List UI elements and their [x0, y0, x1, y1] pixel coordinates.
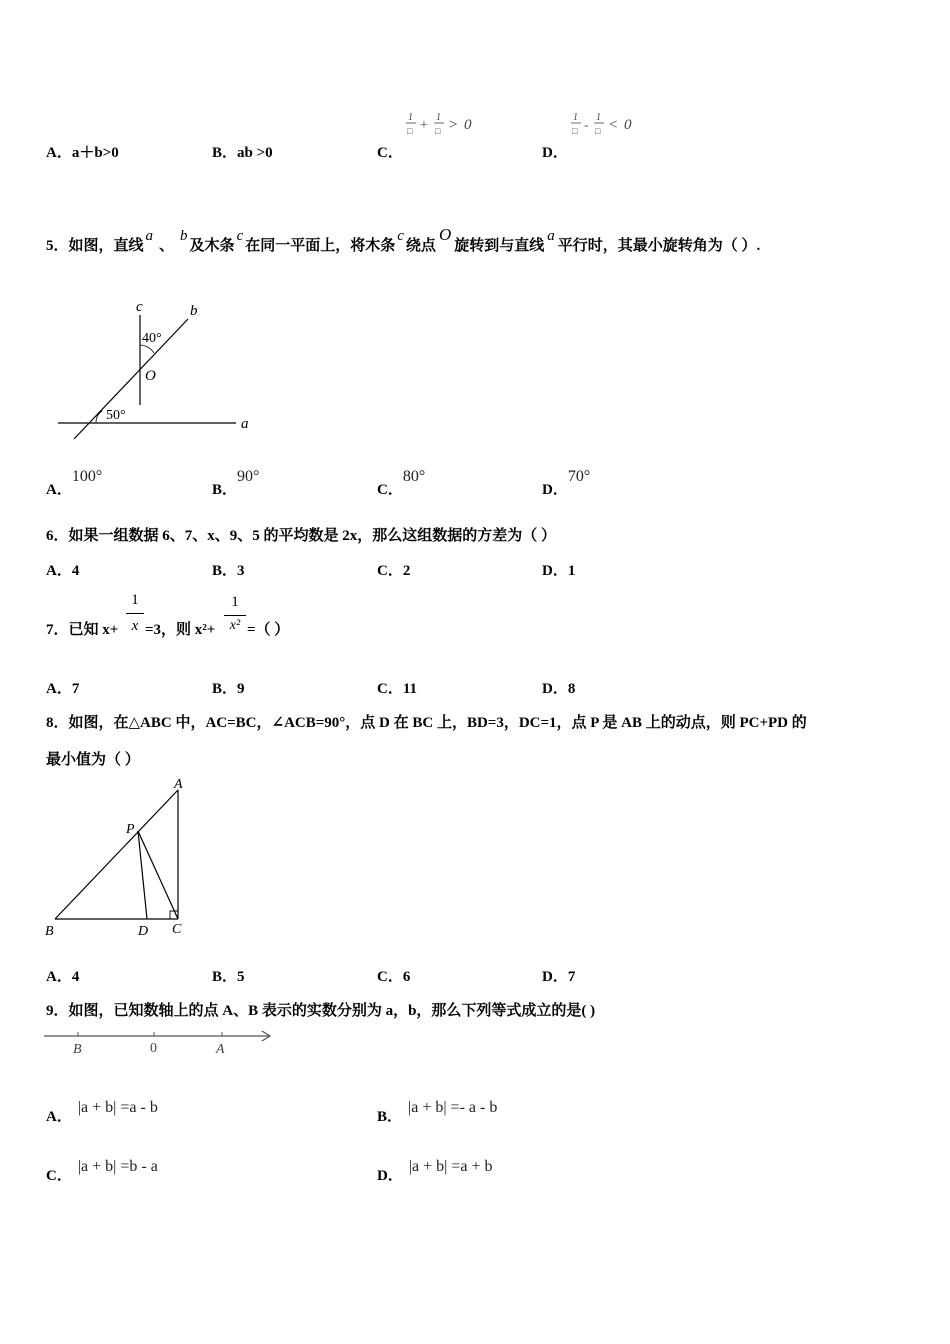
q8-option-d: D．7: [542, 969, 576, 985]
q9-option-b: B．|a + b| =- a - b: [377, 1099, 498, 1125]
q7-part2: =3，则 x²+: [145, 622, 216, 638]
q8-option-b: B．5: [212, 969, 245, 985]
q9-option-c: C．|a + b| =b - a: [46, 1158, 158, 1184]
q8-option-a: A．4: [46, 969, 80, 985]
label-B: B: [45, 924, 54, 939]
q8-question-line2: 最小值为（ ）: [46, 752, 140, 768]
q4-option-a: A．a＋b>0: [46, 145, 119, 161]
label-A: A: [174, 777, 183, 792]
q7-frac1-bar: [126, 613, 144, 614]
svg-text:□: □: [435, 126, 441, 136]
q9-option-d: D．|a + b| =a + b: [377, 1158, 493, 1184]
q5-option-b: B．90°: [212, 468, 260, 498]
svg-text:>: >: [449, 117, 458, 133]
q7-option-c: C．11: [377, 681, 418, 697]
segment-ab: [55, 790, 178, 919]
axis-label-zero: 0: [150, 1041, 157, 1056]
line-b: [74, 319, 188, 439]
svg-text:1: 1: [573, 112, 578, 123]
q4-option-d-formula: [569, 108, 649, 140]
svg-text:1: 1: [408, 112, 413, 123]
label-C: C: [172, 922, 182, 937]
q8-option-c: C．6: [377, 969, 411, 985]
q6-question: 6．如果一组数据 6、7、x、9、5 的平均数是 2x，那么这组数据的方差为（ ）: [46, 528, 557, 544]
q7-frac2-den: x²: [229, 618, 241, 633]
q7-part1: 7．已知 x+: [46, 622, 119, 638]
svg-text:1: 1: [436, 112, 441, 123]
q9-number-line: [40, 1026, 280, 1060]
q4-option-c-formula: [404, 108, 484, 140]
label-b: b: [190, 303, 198, 319]
q9-option-a: A．|a + b| =a - b: [46, 1099, 158, 1125]
q9-question: 9．如图，已知数轴上的点 A、B 表示的实数分别为 a，b，那么下列等式成立的是( ): [46, 1003, 596, 1019]
q6-option-a: A．4: [46, 563, 80, 579]
q7-option-a: A．7: [46, 681, 80, 697]
angle-40: 40°: [142, 331, 162, 346]
svg-text:1: 1: [596, 112, 601, 123]
segment-pd: [138, 831, 147, 919]
q6-option-d: D．1: [542, 563, 576, 579]
q4-option-c-label: C．: [377, 145, 403, 161]
svg-text:□: □: [407, 126, 413, 136]
q5-question: 5．如图，直线a、b及木条c在同一平面上，将木条c绕点O旋转到与直线a平行时，其最小旋转角为（ ）.: [46, 225, 761, 254]
angle-50: 50°: [106, 408, 126, 423]
q7-frac1-num: 1: [131, 592, 139, 608]
q5-option-c: C．80°: [377, 468, 426, 498]
label-o: O: [145, 368, 156, 384]
q7-part3: =（ ）: [247, 622, 290, 638]
svg-text:□: □: [572, 126, 578, 136]
q6-option-c: C．2: [377, 563, 411, 579]
q7-frac2-bar: [224, 615, 246, 616]
label-P: P: [126, 822, 135, 837]
q6-option-b: B．3: [212, 563, 245, 579]
svg-text:+: +: [420, 118, 428, 133]
angle-arc-top: [140, 345, 154, 353]
label-D: D: [138, 924, 149, 939]
svg-text:0: 0: [624, 117, 632, 133]
q5-option-d: D．70°: [542, 468, 591, 498]
q4-option-b: B．ab >0: [212, 145, 273, 161]
q8-figure: [40, 772, 200, 942]
q5-option-a: A．100°: [46, 468, 103, 498]
svg-text:0: 0: [464, 117, 472, 133]
q5-figure: [50, 295, 270, 445]
q4-option-d-label: D．: [542, 145, 568, 161]
axis-label-B: B: [73, 1042, 82, 1057]
segment-pc: [138, 831, 178, 919]
svg-text:□: □: [595, 126, 601, 136]
q7-frac2-num: 1: [231, 594, 239, 610]
axis-label-A: A: [216, 1042, 225, 1057]
label-a: a: [241, 416, 249, 432]
q7-option-b: B．9: [212, 681, 245, 697]
label-c: c: [136, 299, 143, 315]
q8-question-line1: 8．如图，在△ABC 中，AC=BC，∠ACB=90°，点 D 在 BC 上，BD=3，DC=1，点 P 是 AB 上的动点，则 PC+PD 的: [46, 715, 807, 731]
svg-text:-: -: [584, 117, 589, 132]
q7-option-d: D．8: [542, 681, 576, 697]
q7-frac1-den: x: [131, 618, 139, 634]
svg-text:<: <: [609, 117, 618, 133]
